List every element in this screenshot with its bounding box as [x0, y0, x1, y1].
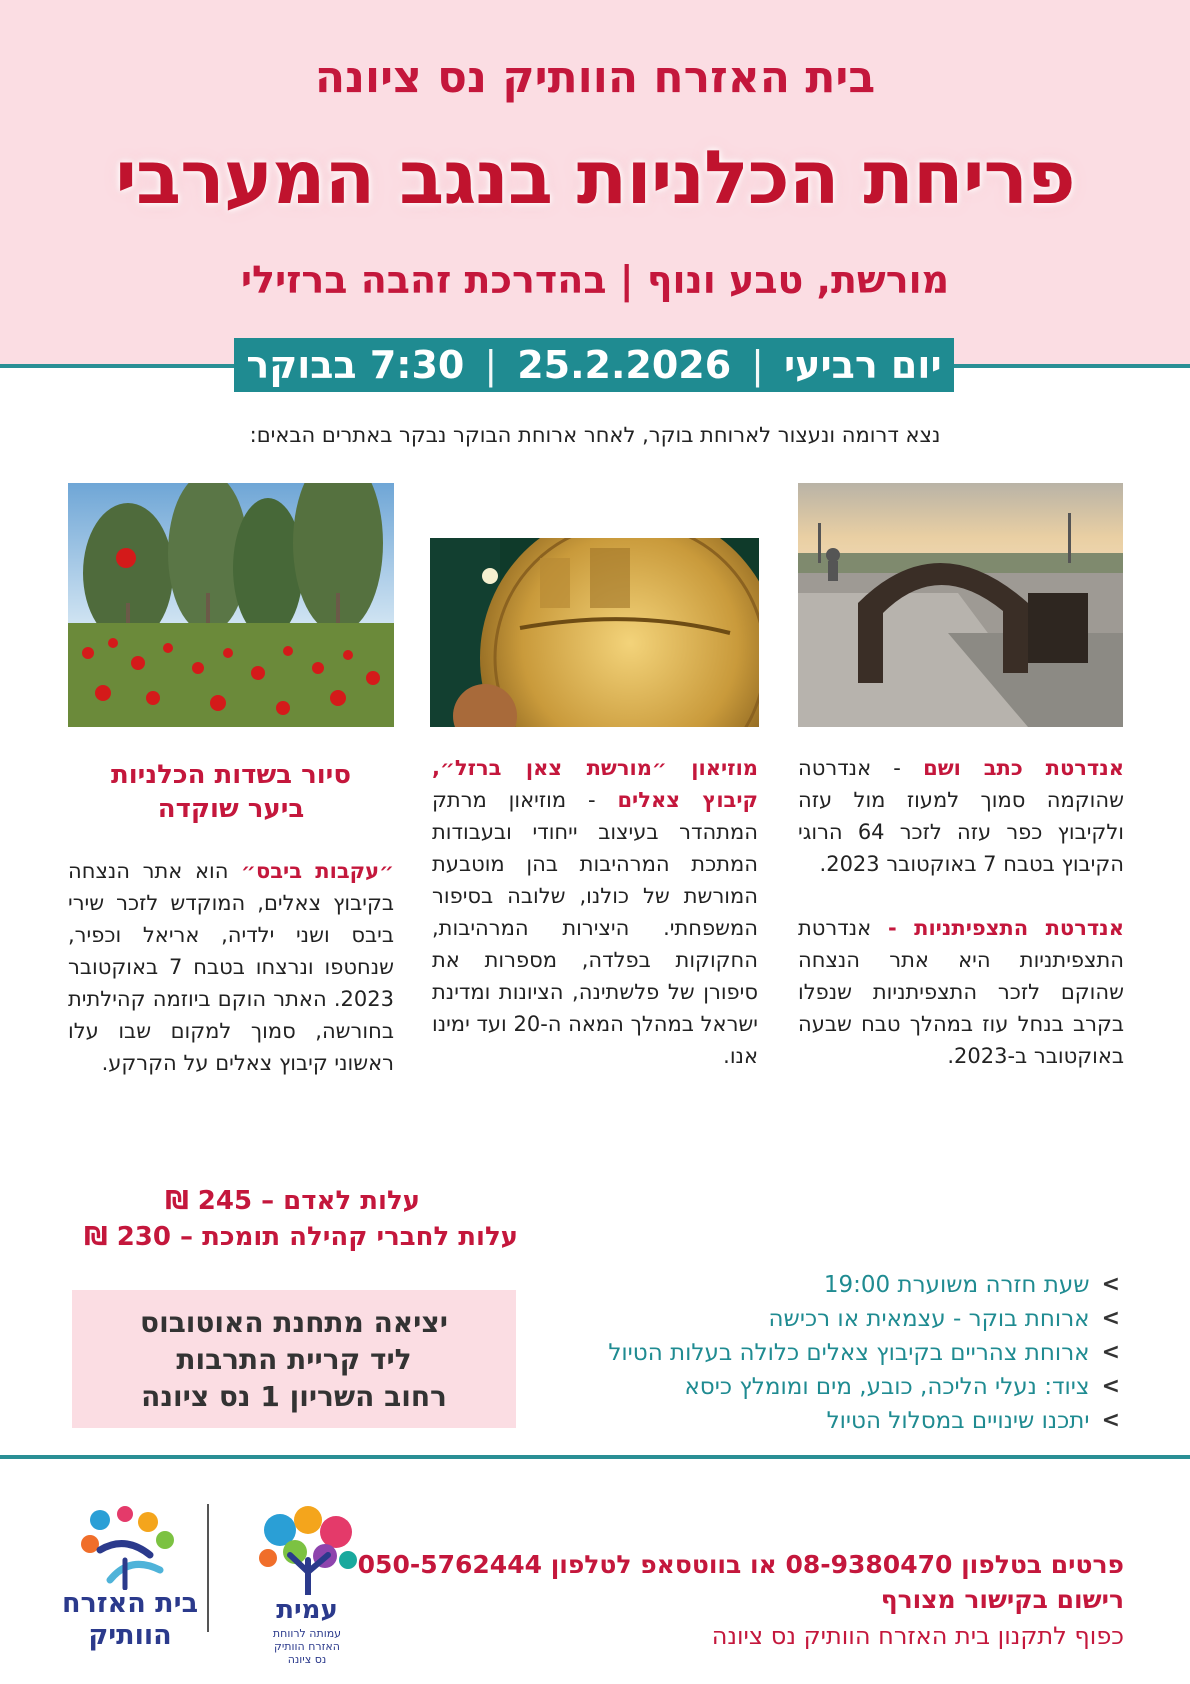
registration-note: רישום בקישור מצורף	[880, 1585, 1124, 1614]
price-adult: עלות לאדם – 245 ₪	[165, 1186, 420, 1216]
column-memorials	[798, 752, 1124, 1072]
memorial-kav-vashem-title: אנדרטת כתב ושם	[923, 756, 1125, 780]
org-title: בית האזרח הוותיק נס ציונה	[314, 52, 876, 103]
departure-box	[72, 1290, 516, 1428]
logo-divider	[207, 1504, 209, 1632]
intro-text: נצא דרומה ונעצור לארוחת בוקר, לאחר ארוחת הבוקר נבקר באתרים הבאים:	[249, 423, 941, 447]
note-item	[608, 1302, 1120, 1336]
photo-gold-medal	[430, 538, 759, 727]
note-text: יתכנו שינויים במסלול הטיול	[826, 1408, 1090, 1434]
arrow-icon: >	[1101, 1306, 1120, 1331]
date-separator: |	[484, 343, 498, 387]
memorial-observers-title: אנדרטת התצפיתניות -	[887, 916, 1124, 940]
amit-tagline-line1: עמותה לרווחת	[272, 1627, 342, 1640]
terms-note: כפוף לתקנון בית האזרח הוותיק נס ציונה	[711, 1622, 1124, 1650]
amit-tagline-line2: האזרח הוותיק	[274, 1640, 340, 1653]
amit-logo-tagline	[232, 1627, 382, 1666]
arrow-icon: >	[1101, 1272, 1120, 1297]
arrow-icon: >	[1101, 1340, 1120, 1365]
museum-paragraph	[432, 752, 758, 1072]
beit-haezrach-logo-icon	[70, 1500, 190, 1590]
anemone-tour-title-line1: סיור בשדות הכלניות	[111, 760, 351, 790]
photo-memorial-arch	[798, 483, 1123, 727]
note-item	[608, 1268, 1120, 1302]
contact-phone: פרטים בטלפון 08-9380470 או בווטסאפ לטלפון 050-5762444	[357, 1550, 1124, 1579]
note-text: ארוחת בוקר - עצמאית או רכישה	[768, 1306, 1090, 1332]
anemone-tour-title	[68, 758, 394, 826]
beit-logo-line1: בית האזרח	[61, 1588, 199, 1619]
beit-logo-line2: הוותיק	[88, 1620, 172, 1651]
memorial-observers-text: אנדרטת התצפיתניות היא אתר הנצחה שהוקם לזכר התצפיתניות שנפלו בקרב בנחל עוז במהלך טבח שבעה באוקטובר ב-2023.	[798, 916, 1124, 1068]
note-text: שעת חזרה משוערת 19:00	[823, 1272, 1090, 1298]
arrow-icon: >	[1101, 1408, 1120, 1433]
museum-title: מוזיאון ״מורשת צאן ברזל״, קיבוץ צאלים	[432, 756, 758, 812]
memorial-observers-paragraph	[798, 912, 1124, 1072]
amit-logo-icon	[250, 1500, 365, 1595]
museum-text: - מוזיאון מרתק המתהדר בעיצוב ייחודי ובעבודות המתכת המרהיבות בהן מוטבעת המורשת של כולנו, שלובה בסיפור המשפחתי. היצירות המרהיבות, החקוקות בפלדה, מספרות את סיפורן של פלשתינה, הציונות ומדינת ישראל במהלך המאה ה-20 ועד ימינו אנו.	[431, 788, 758, 1068]
amit-tagline-line3: נס ציונה	[287, 1653, 327, 1666]
bibas-paragraph	[68, 855, 394, 1079]
price-member: עלות לחברי קהילה תומכת – 230 ₪	[84, 1222, 518, 1252]
amit-logo-name: עמית	[276, 1595, 338, 1625]
date-time: 7:30 בבוקר	[246, 343, 465, 387]
column-museum	[432, 752, 758, 1072]
departure-line3: רחוב השריון 1 נס ציונה	[141, 1380, 447, 1413]
header-banner	[0, 0, 1190, 368]
date-date: 25.2.2026	[517, 343, 732, 387]
column-bibas	[68, 855, 394, 1079]
date-day: יום רביעי	[783, 343, 942, 387]
subtitle: מורשת, טבע ונוף | בהדרכת זהבה ברזילי	[240, 258, 950, 302]
beit-haezrach-logo-text	[60, 1588, 200, 1652]
date-bar	[234, 338, 954, 392]
divider-bottom	[0, 1455, 1190, 1459]
photo-anemone-field	[68, 483, 394, 727]
note-text: ציוד: נעלי הליכה, כובע, מים ומומלץ כיסא	[684, 1374, 1090, 1400]
memorial-kav-vashem-text: - אנדרטה שהוקמה סמוך למעוז מול עזה ולקיבוץ כפר עזה לזכר 64 הרוגי הקיבוץ בטבח 7 באוקטובר 2023.	[798, 756, 1124, 876]
anemone-tour-title-line2: ביער שוקדה	[157, 794, 305, 824]
bibas-title: ״עקבות ביבס״	[241, 859, 394, 883]
note-item	[608, 1370, 1120, 1404]
note-text: ארוחת צהריים בקיבוץ צאלים כלולה בעלות הטיול	[608, 1340, 1090, 1366]
memorial-kav-vashem-paragraph	[798, 752, 1124, 880]
date-separator: |	[751, 343, 764, 387]
notes-list	[608, 1268, 1120, 1438]
note-item	[608, 1404, 1120, 1438]
main-title: פריחת הכלניות בנגב המערבי	[115, 135, 1075, 221]
bibas-text: הוא אתר הנצחה בקיבוץ צאלים, המוקדש לזכר שירי ביבס ושני ילדיה, אריאל וכפיר, שנחטפו ונרצחו בטבח 7 באוקטובר 2023. האתר הוקם ביוזמה קהילתית בחורשה, סמוך למקום שבו עלו ראשוני קיבוץ צאלים על הקרקע.	[68, 859, 394, 1075]
note-item	[608, 1336, 1120, 1370]
arrow-icon: >	[1101, 1374, 1120, 1399]
departure-line2: ליד קריית התרבות	[176, 1343, 412, 1376]
departure-line1: יציאה מתחנת האוטובוס	[140, 1306, 448, 1339]
